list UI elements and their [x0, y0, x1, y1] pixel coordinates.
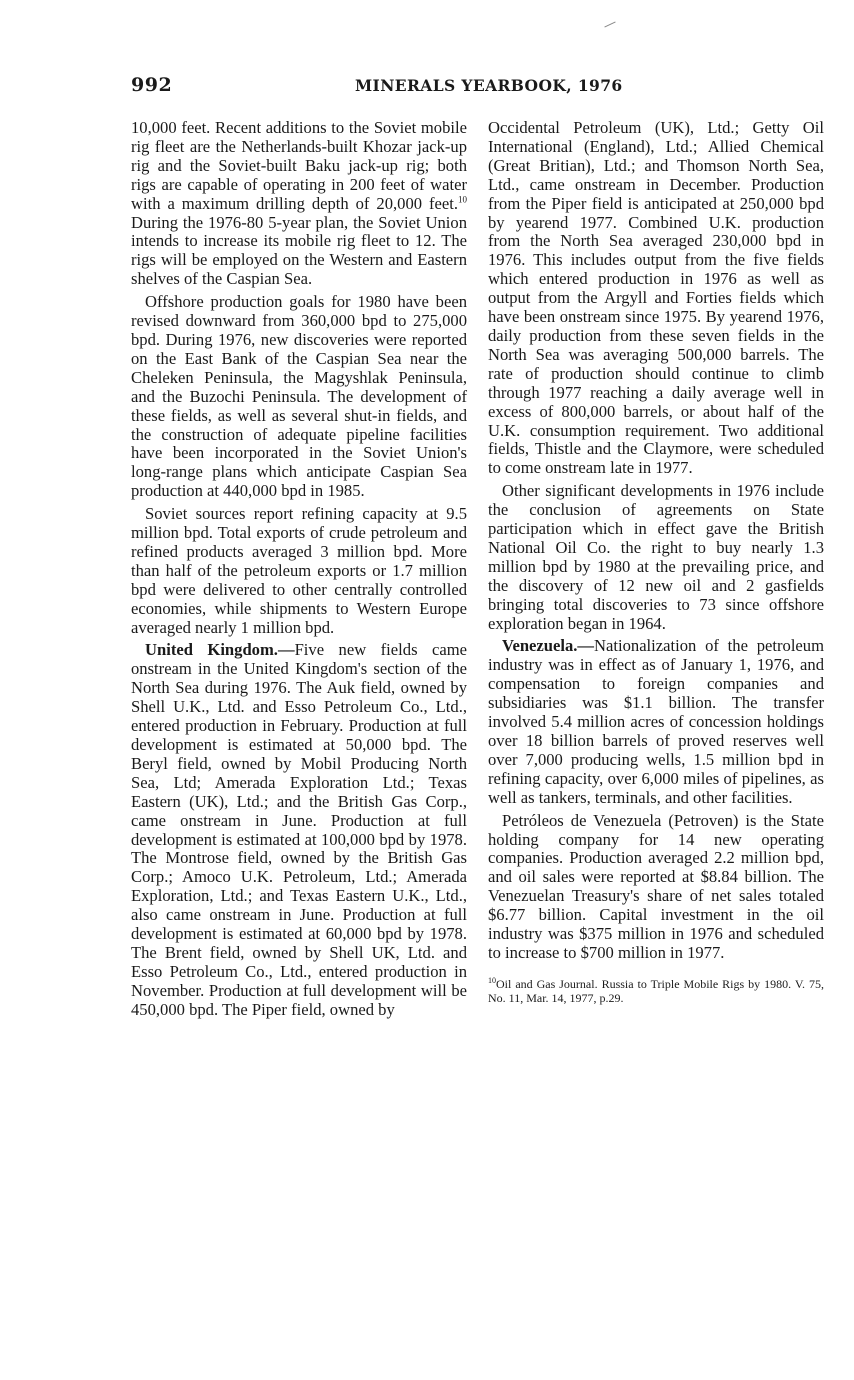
- footnote: [488, 977, 824, 1006]
- paragraph: [131, 641, 467, 1019]
- paragraph: Soviet sources report refining capacity at 9.5 million bpd. Total exports of crude petroleum and refined products averaged 3 million bpd. More than half of the petroleum exports or 1.7 million bpd were delivered to other centrally controlled economies, while shipments to Western Europe averaged nearly 1 million bpd.: [131, 504, 467, 637]
- paragraph: Other significant developments in 1976 include the conclusion of agreements on State participation which in effect gave the British National Oil Co. the right to buy nearly 1.3 million bpd by 1980 at the prevailing price, and the discovery of 12 new oil and 2 gasfields bringing total discoveries to 73 since offshore exploration began in 1964.: [488, 481, 824, 633]
- stray-mark: [604, 22, 615, 28]
- section-heading-united-kingdom: United Kingdom.—: [145, 640, 295, 660]
- paragraph-text: Five new fields came onstream in the United Kingdom's section of the North Sea during 1976. The Auk field, owned by Shell U.K., Ltd. and Esso Petroleum Co., Ltd., entered production in February. Production at full development is estimated at 50,000 bpd. The Beryl field, owned by Mobil Producing North Sea, Ltd; Amerada Exploration Ltd.; Texas Eastern (UK), Ltd.; and the British Gas Corp., came onstream in June. Production at full development is estimated at 100,000 bpd by 1978. The Montrose field, owned by the British Gas Corp.; Amoco U.K. Petroleum, Ltd.; Amerada Exploration, Ltd.; and Texas Eastern U.K., Ltd., also came onstream in June. Production at full development is estimated at 60,000 bpd by 1978. The Brent field, owned by Shell UK, Ltd. and Esso Petroleum Co., Ltd., entered production in November. Production at full development will be 450,000 bpd. The Piper field, owned by: [131, 640, 467, 1019]
- paragraph: [131, 119, 467, 289]
- paragraph: [488, 637, 824, 807]
- paragraph: Petróleos de Venezuela (Petroven) is the State holding company for 14 new operating companies. Production averaged 2.2 million bpd, and oil sales were reported at $8.84 billion. The Venezuelan Treasury's share of net sales totaled $6.77 billion. Capital investment in the oil industry was $375 million in 1976 and scheduled to increase to $700 million in 1977.: [488, 810, 824, 962]
- paragraph: Occidental Petroleum (UK), Ltd.; Getty Oil International (England), Ltd.; Allied Chemical (Great Britian), Ltd.; and Thomson North Sea, Ltd., came onstream in December. Production from the Piper field is anticipated at 250,000 bpd by yearend 1977. Combined U.K. production from the North Sea averaged 230,000 bpd in 1976. This includes output from the five fields which entered production in 1976 as well as output from the Argyll and Forties fields which have been onstream since 1975. By yearend 1976, daily production from these seven fields in the North Sea was averaging 500,000 barrels. The rate of production should continue to climb through 1977 reaching a daily average well in excess of 800,000 barrels, or about half of the U.K. consumption requirement. Two additional fields, Thistle and the Claymore, were scheduled to come onstream late in 1977.: [488, 118, 824, 478]
- paragraph-text: Nationalization of the petroleum industry was in effect as of January 1, 1976, and compensation to foreign companies and subsidiaries was $1.1 billion. The transfer involved 5.4 million acres of concession holdings over 18 billion barrels of proved reserves well over 7,000 producing wells, 1.5 million bpd in refining capacity, over 6,000 miles of pipelines, as well as tankers, terminals, and other facilities.: [488, 636, 824, 807]
- paragraph-text: 10,000 feet. Recent additions to the Soviet mobile rig fleet are the Netherlands-built Khozar jack-up rig and the Soviet-built Baku jack-up rig; both rigs are capable of operating in 200 feet of water with a maximum drilling depth of 20,000 feet.: [131, 118, 467, 213]
- footnote-text: Oil and Gas Journal. Russia to Triple Mobile Rigs by 1980. V. 75, No. 11, Mar. 14, 1977, p.29.: [488, 976, 824, 1006]
- section-heading-venezuela: Venezuela.—: [502, 636, 595, 656]
- footnote-ref: 10: [458, 194, 467, 205]
- footnote-number: 10: [488, 975, 496, 985]
- left-column: [131, 119, 467, 1024]
- running-head: MINERALS YEARBOOK, 1976: [355, 76, 623, 95]
- paragraph: Offshore production goals for 1980 have been revised downward from 360,000 bpd to 275,000 bpd. During 1976, new discoveries were reported on the East Bank of the Caspian Sea near the Cheleken Peninsula, the Magyshlak Peninsula, and the Buzochi Peninsula. The development of these fields, as well as several shut-in fields, and the construction of adequate pipeline facilities have been incorporated in the Soviet Union's long-range plans which anticipate Caspian Sea production at 440,000 bpd in 1985.: [131, 292, 467, 501]
- right-column: [488, 119, 824, 1006]
- page-number: 992: [131, 74, 173, 96]
- paragraph-text: During the 1976-80 5-year plan, the Soviet Union intends to increase its mobile rig fleet to 12. The rigs will be employed on the Western and Eastern shelves of the Caspian Sea.: [131, 212, 467, 289]
